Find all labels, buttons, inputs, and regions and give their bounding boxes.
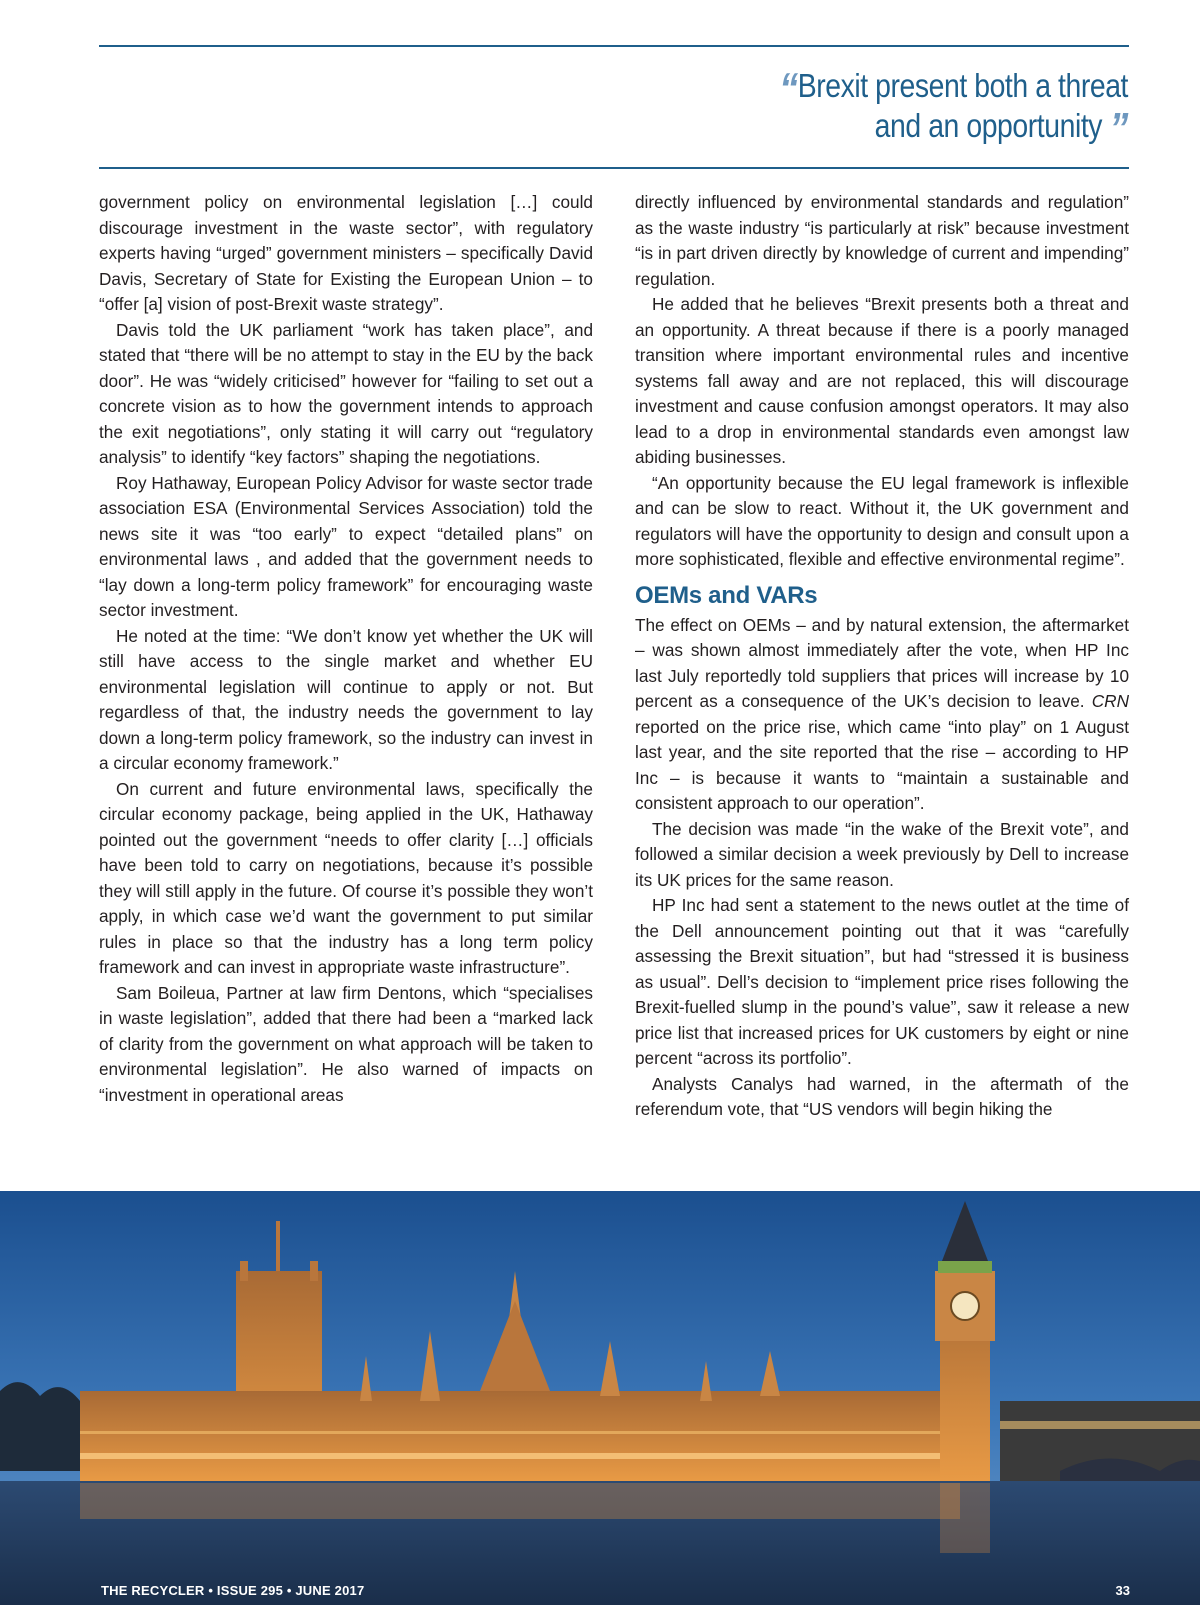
pull-quote [646,64,1128,153]
paragraph: Sam Boileua, Partner at law firm Dentons, which “specialises in waste legislation”, added that there had been a “marked lack of clarity from the government on what approach will be taken to environmental legislation”. He also warned of impacts on “investment in operational areas [99,982,593,1105]
paragraph: “An opportunity because the EU legal framework is inflexible and can be slow to react. Without it, the UK government and regulators will have the opportunity to design and consult upon a more sophisticated, flexible and effective environmental regime”. [635,472,1129,569]
top-rule [99,45,1129,47]
paragraph: He added that he believes “Brexit presents both a threat and an opportunity. A threat because if there is a poorly managed transition where important environmental rules and incentive systems fall away and are not replaced, this will discourage investment and cause confusion amongst operators. It may also lead to a drop in environmental standards even amongst law abiding businesses. [635,294,1129,467]
paragraph: Davis told the UK parliament “work has taken place”, and stated that “there will be no attempt to stay in the EU by the back door”. He was “widely criticised” however for “failing to set out a concrete vision as to how the government intends to approach the exit negotiations”, only stating it will carry out “regulatory analysis” to identify “key factors” shaping the negotiations. [99,319,593,467]
crn-italic: CRN [1091,691,1129,711]
crn-text-before: The effect on OEMs – and by natural extension, the aftermarket – was shown almost immediately after the vote, when HP Inc last July reportedly told suppliers that prices will increase by 10 percent as a consequence of the UK’s decision to leave. [635,614,1129,711]
left-column [99,190,593,1108]
bottom-rule [99,167,1129,169]
footer-publication: THE RECYCLER • ISSUE 295 • JUNE 2017 [101,1583,365,1598]
parliament-illustration [0,1191,1200,1605]
paragraph: directly influenced by environmental standards and regulation” as the waste industry “is particularly at risk” because investment “is in part driven directly by knowledge of current and impending” regulation. [635,192,1129,289]
palace-body [80,1391,960,1481]
paragraph: HP Inc had sent a statement to the news outlet at the time of the Dell announcement pointing out that it was “carefully assessing the Brexit situation”, but had “stressed it is business as usual”. Dell’s decision to “implement price rises following the Brexit-fuelled slump in the pound’s value”, saw it release a new price list that increased prices for UK customers by eight or nine percent “across its portfolio”. [635,895,1129,1068]
pull-quote-line-2: and an opportunity [874,107,1103,144]
pull-quote-line-1: Brexit present both a threat [797,67,1128,104]
section-heading: OEMs and VARs [635,581,818,609]
close-quote-mark: ” [1109,104,1128,153]
paragraph: Roy Hathaway, European Policy Advisor for waste sector trade association ESA (Environmental Services Association) told the news site it was “too early” to expect “detailed plans” on environmental laws , and added that the government needs to “lay down a long-term policy framework” for encouraging waste sector investment. [99,472,593,620]
crn-text-after: reported on the price rise, which came “into play” on 1 August last year, and the site reported that the rise – according to HP Inc – is because it wants to “maintain a sustainable and consistent approach to our operation”. [635,716,1129,813]
reflection [80,1483,960,1519]
paragraph [635,613,1129,817]
clock-face [951,1292,979,1320]
right-column [635,190,1129,1123]
parliament-photo [0,1191,1200,1605]
paragraph: government policy on environmental legislation […] could discourage investment in the waste sector”, with regulatory experts having “urged” government ministers – specifically David Davis, Secretary of State for Existing the European Union – to “offer [a] vision of post-Brexit waste strategy”. [99,192,593,314]
paragraph: He noted at the time: “We don’t know yet whether the UK will still have access to the single market and whether EU environmental legislation will continue to apply or not. But regardless of that, the industry needs the government to lay down a long-term policy framework, so the industry can invest in a circular economy framework.” [99,625,593,773]
paragraph: The decision was made “in the wake of the Brexit vote”, and followed a similar decision a week previously by Dell to increase its UK prices for the same reason. [635,818,1129,890]
paragraph: On current and future environmental laws, specifically the circular economy package, being applied in the UK, Hathaway pointed out the government “needs to offer clarity […] officials have been told to carry on negotiations, because it’s possible they will still apply in the future. Of course it’s possible they won’t apply, in which case we’d want the government to put similar rules in place so that the industry has a long term policy framework and can invest in appropriate waste infrastructure”. [99,778,593,977]
open-quote-mark: “ [779,64,798,113]
paragraph: Analysts Canalys had warned, in the aftermath of the referendum vote, that “US vendors will begin hiking the [635,1073,1129,1119]
page-number: 33 [1115,1583,1130,1598]
